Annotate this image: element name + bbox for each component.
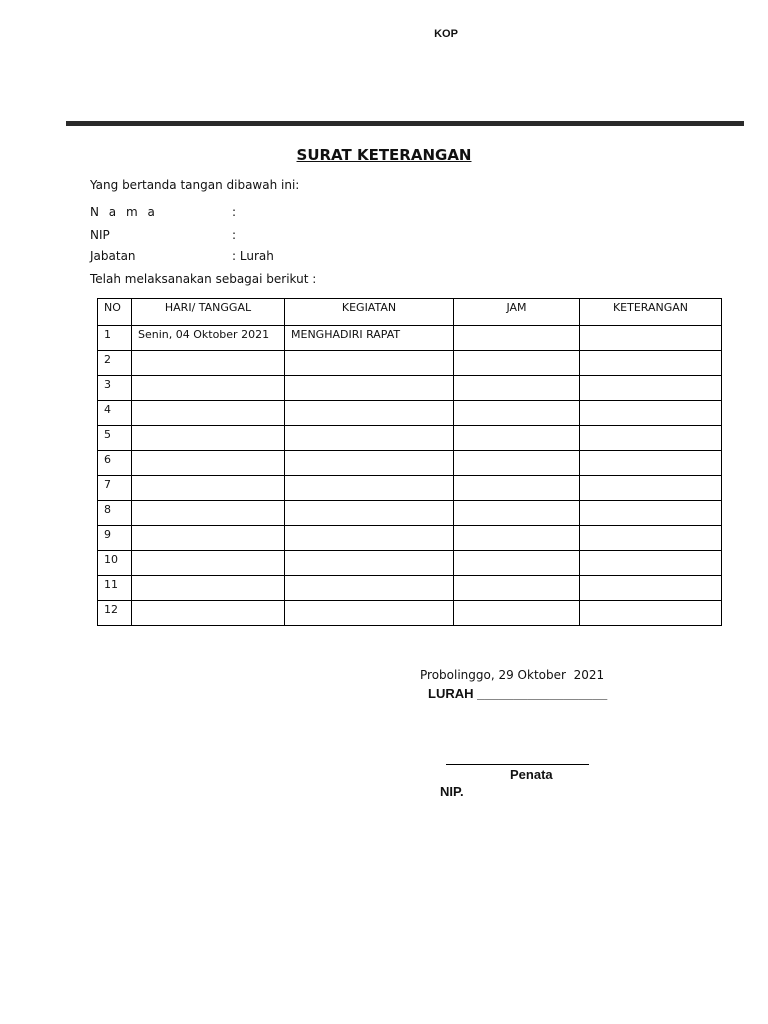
signature-line — [446, 764, 589, 765]
table-row — [98, 501, 722, 526]
cell-hari-tanggal — [132, 501, 285, 526]
cell-no: 3 — [98, 376, 132, 401]
cell-no: 12 — [98, 601, 132, 626]
table-row — [98, 551, 722, 576]
cell-kegiatan — [285, 451, 454, 476]
cell-keterangan — [580, 326, 722, 351]
table-row — [98, 401, 722, 426]
cell-jam — [454, 526, 580, 551]
nip-value: : — [232, 228, 237, 242]
table-row — [98, 326, 722, 351]
table-row — [98, 601, 722, 626]
cell-hari-tanggal — [132, 451, 285, 476]
table-row — [98, 476, 722, 501]
letterhead-divider — [66, 121, 744, 126]
cell-kegiatan — [285, 476, 454, 501]
header-jam: JAM — [454, 299, 580, 326]
activity-table — [97, 298, 722, 626]
cell-keterangan — [580, 426, 722, 451]
cell-no: 5 — [98, 426, 132, 451]
cell-no: 10 — [98, 551, 132, 576]
header-hari-tanggal: HARI/ TANGGAL — [132, 299, 285, 326]
cell-hari-tanggal — [132, 426, 285, 451]
letterhead-kop: KOP — [434, 28, 458, 40]
cell-jam — [454, 326, 580, 351]
signatory-nip: NIP. — [440, 784, 464, 799]
nip-label: NIP — [90, 228, 110, 242]
signatory-rank: Penata — [510, 767, 553, 782]
cell-no: 1 — [98, 326, 132, 351]
cell-jam — [454, 551, 580, 576]
table-row — [98, 526, 722, 551]
cell-no: 8 — [98, 501, 132, 526]
nama-value: : — [232, 205, 237, 219]
document-title: SURAT KETERANGAN — [296, 146, 472, 164]
jabatan-label: Jabatan — [90, 249, 136, 263]
cell-keterangan — [580, 351, 722, 376]
nama-label: N a m a — [90, 205, 158, 219]
cell-kegiatan — [285, 526, 454, 551]
cell-kegiatan — [285, 401, 454, 426]
cell-kegiatan — [285, 376, 454, 401]
cell-hari-tanggal — [132, 476, 285, 501]
cell-kegiatan — [285, 501, 454, 526]
cell-jam — [454, 451, 580, 476]
cell-no: 7 — [98, 476, 132, 501]
cell-keterangan — [580, 451, 722, 476]
cell-kegiatan — [285, 576, 454, 601]
table-row — [98, 376, 722, 401]
header-keterangan: KETERANGAN — [580, 299, 722, 326]
cell-no: 11 — [98, 576, 132, 601]
cell-hari-tanggal — [132, 526, 285, 551]
table-row — [98, 576, 722, 601]
cell-hari-tanggal — [132, 551, 285, 576]
cell-hari-tanggal — [132, 401, 285, 426]
signatory-position: LURAH __________________ — [428, 686, 608, 701]
cell-keterangan — [580, 551, 722, 576]
cell-no: 4 — [98, 401, 132, 426]
cell-jam — [454, 501, 580, 526]
cell-keterangan — [580, 576, 722, 601]
cell-no: 9 — [98, 526, 132, 551]
cell-jam — [454, 401, 580, 426]
table-intro-text: Telah melaksanakan sebagai berikut : — [90, 272, 317, 286]
cell-keterangan — [580, 376, 722, 401]
cell-keterangan — [580, 401, 722, 426]
table-row — [98, 351, 722, 376]
cell-jam — [454, 601, 580, 626]
cell-no: 6 — [98, 451, 132, 476]
cell-kegiatan — [285, 551, 454, 576]
cell-kegiatan: MENGHADIRI RAPAT — [285, 326, 454, 351]
jabatan-value: : Lurah — [232, 249, 274, 263]
place-date: Probolinggo, 29 Oktober 2021 — [420, 668, 605, 682]
cell-hari-tanggal — [132, 376, 285, 401]
cell-jam — [454, 376, 580, 401]
cell-jam — [454, 351, 580, 376]
cell-kegiatan — [285, 351, 454, 376]
cell-no: 2 — [98, 351, 132, 376]
cell-keterangan — [580, 601, 722, 626]
table-row — [98, 426, 722, 451]
cell-kegiatan — [285, 426, 454, 451]
cell-keterangan — [580, 526, 722, 551]
cell-jam — [454, 476, 580, 501]
table-row — [98, 451, 722, 476]
cell-keterangan — [580, 476, 722, 501]
header-no: NO — [98, 299, 132, 326]
cell-keterangan — [580, 501, 722, 526]
table-header-row — [98, 299, 722, 326]
cell-hari-tanggal — [132, 576, 285, 601]
cell-kegiatan — [285, 601, 454, 626]
cell-hari-tanggal — [132, 601, 285, 626]
intro-text: Yang bertanda tangan dibawah ini: — [90, 178, 300, 192]
cell-hari-tanggal — [132, 351, 285, 376]
header-kegiatan: KEGIATAN — [285, 299, 454, 326]
cell-hari-tanggal: Senin, 04 Oktober 2021 — [132, 326, 285, 351]
cell-jam — [454, 426, 580, 451]
cell-jam — [454, 576, 580, 601]
